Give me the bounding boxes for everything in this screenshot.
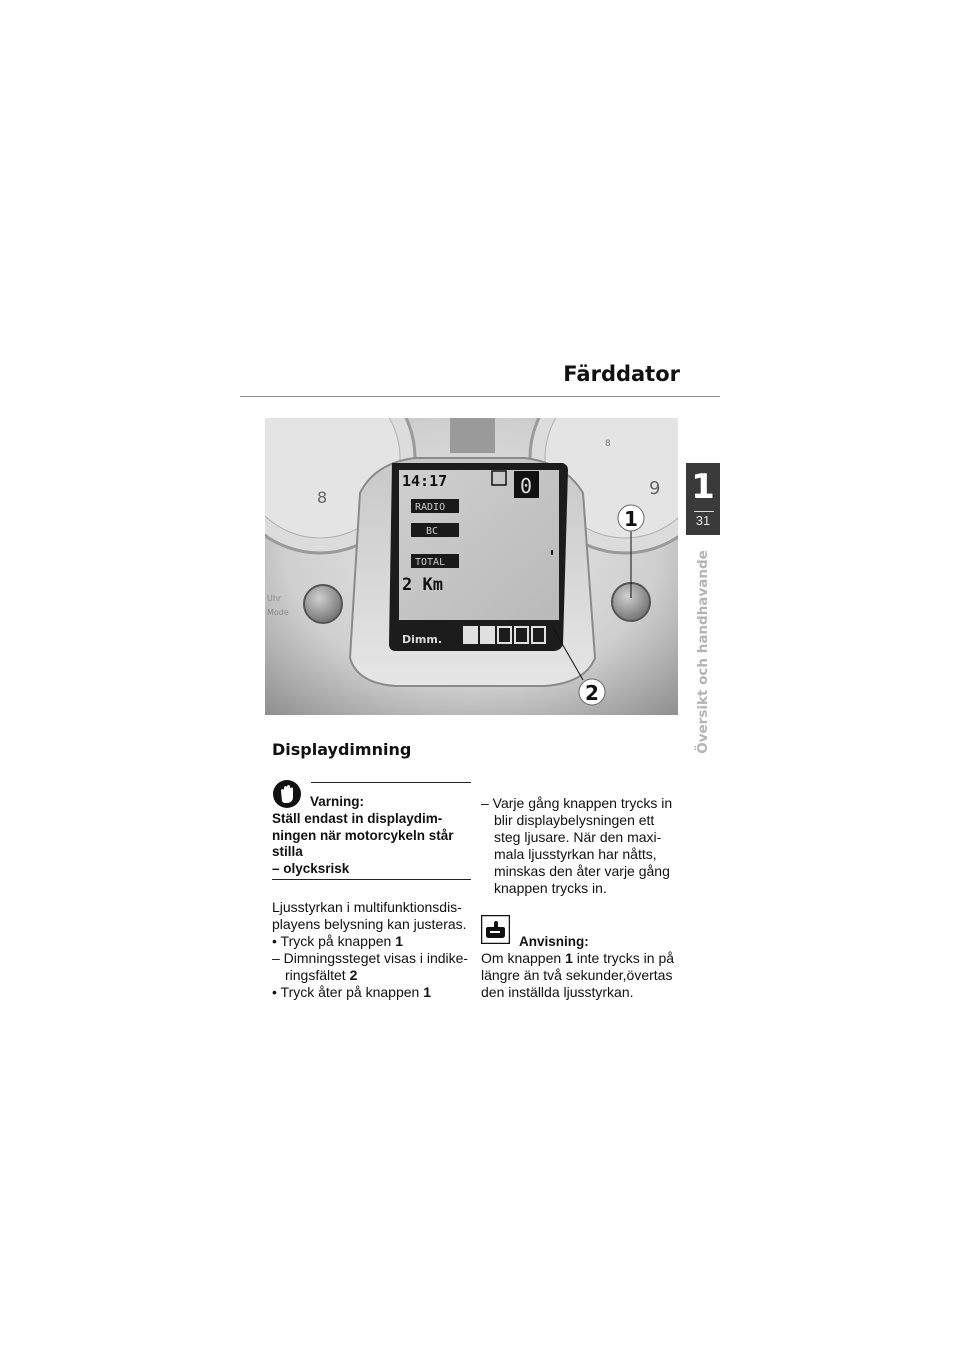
note-ref: 1 bbox=[565, 950, 573, 966]
step-ref: 2 bbox=[349, 967, 358, 983]
title-divider bbox=[240, 396, 720, 397]
step-text: • Tryck åter på knappen bbox=[272, 984, 424, 1000]
dimm-segment bbox=[515, 627, 528, 643]
note-hand-icon bbox=[481, 915, 510, 944]
warning-line: ningen när motorcykeln står bbox=[272, 827, 454, 843]
warning-line: – olycksrisk bbox=[272, 860, 350, 876]
note-line-2: längre än två sekunder,övertas bbox=[481, 967, 673, 983]
step-2-line-1: – Dimningssteget visas i indike- bbox=[272, 950, 469, 966]
display-dimm-label: Dimm. bbox=[402, 633, 443, 646]
warning-rule-top bbox=[311, 782, 471, 783]
step-text: • Tryck på knappen bbox=[272, 933, 396, 949]
body-line: Ljusstyrkan i multifunktionsdis- bbox=[272, 899, 462, 915]
note-line-3: den inställda ljusstyrkan. bbox=[481, 984, 634, 1000]
svg-text:8: 8 bbox=[317, 488, 328, 507]
body-line: steg ljusare. När den maxi- bbox=[494, 829, 662, 845]
dimm-segment bbox=[498, 627, 511, 643]
step-text: ringsfältet bbox=[285, 967, 350, 983]
instrument-cluster-photo bbox=[265, 418, 678, 715]
warning-line: Ställ endast in displaydim- bbox=[272, 811, 443, 826]
page-title: Färddator bbox=[563, 362, 680, 386]
page-number: 31 bbox=[695, 513, 711, 528]
display-menu-radio: RADIO bbox=[415, 502, 446, 513]
display-distance: 2 Km bbox=[402, 575, 443, 595]
svg-text:8: 8 bbox=[605, 439, 611, 449]
chapter-tab bbox=[686, 463, 720, 535]
warning-line: stilla bbox=[272, 844, 303, 859]
note-label: Anvisning: bbox=[519, 934, 589, 949]
dimm-level-indicator bbox=[464, 627, 545, 643]
step-1 bbox=[272, 933, 468, 950]
dimm-segment bbox=[532, 627, 545, 643]
warning-text bbox=[272, 811, 472, 877]
body-line: mala ljusstyrkan har nåtts, bbox=[494, 846, 657, 862]
callout-2: 2 bbox=[585, 681, 599, 705]
note-line-1 bbox=[481, 950, 674, 967]
note-text-part: Om knappen bbox=[481, 950, 566, 966]
dimm-segment bbox=[464, 627, 477, 643]
chapter-tab-divider bbox=[694, 511, 714, 512]
display-menu-total: TOTAL bbox=[415, 557, 446, 568]
step-ref: 1 bbox=[395, 933, 403, 949]
svg-text:Mode: Mode bbox=[267, 608, 289, 617]
section-heading: Displaydimning bbox=[272, 740, 412, 759]
body-line: – Varje gång knappen trycks in bbox=[481, 795, 673, 811]
callout-1: 1 bbox=[624, 507, 638, 531]
warning-rule-bottom bbox=[272, 879, 471, 880]
dimm-segment bbox=[481, 627, 494, 643]
svg-text:9: 9 bbox=[649, 478, 661, 499]
warning-hand-icon bbox=[272, 779, 302, 809]
body-line: blir displaybelysningen ett bbox=[494, 812, 655, 828]
note-text bbox=[481, 950, 674, 1001]
left-column-text bbox=[272, 899, 468, 1001]
svg-text:Uhr: Uhr bbox=[267, 594, 282, 603]
body-line: minskas den åter varje gång bbox=[494, 863, 670, 879]
step-2-line-2 bbox=[272, 967, 468, 984]
display-gear: 0 bbox=[520, 474, 533, 498]
step-ref: 1 bbox=[423, 984, 432, 1000]
body-line: playens belysning kan justeras. bbox=[272, 916, 467, 932]
chapter-number: 1 bbox=[691, 467, 715, 507]
display-time: 14:17 bbox=[402, 472, 448, 490]
note-text-part: inte trycks in på bbox=[572, 950, 675, 966]
warning-label: Varning: bbox=[310, 794, 365, 809]
right-column-text bbox=[481, 795, 672, 897]
section-side-label: Översikt och handhavande bbox=[695, 550, 711, 754]
body-line: knappen trycks in. bbox=[494, 880, 607, 896]
display-menu-bc: BC bbox=[426, 526, 439, 537]
step-3 bbox=[272, 984, 468, 1001]
